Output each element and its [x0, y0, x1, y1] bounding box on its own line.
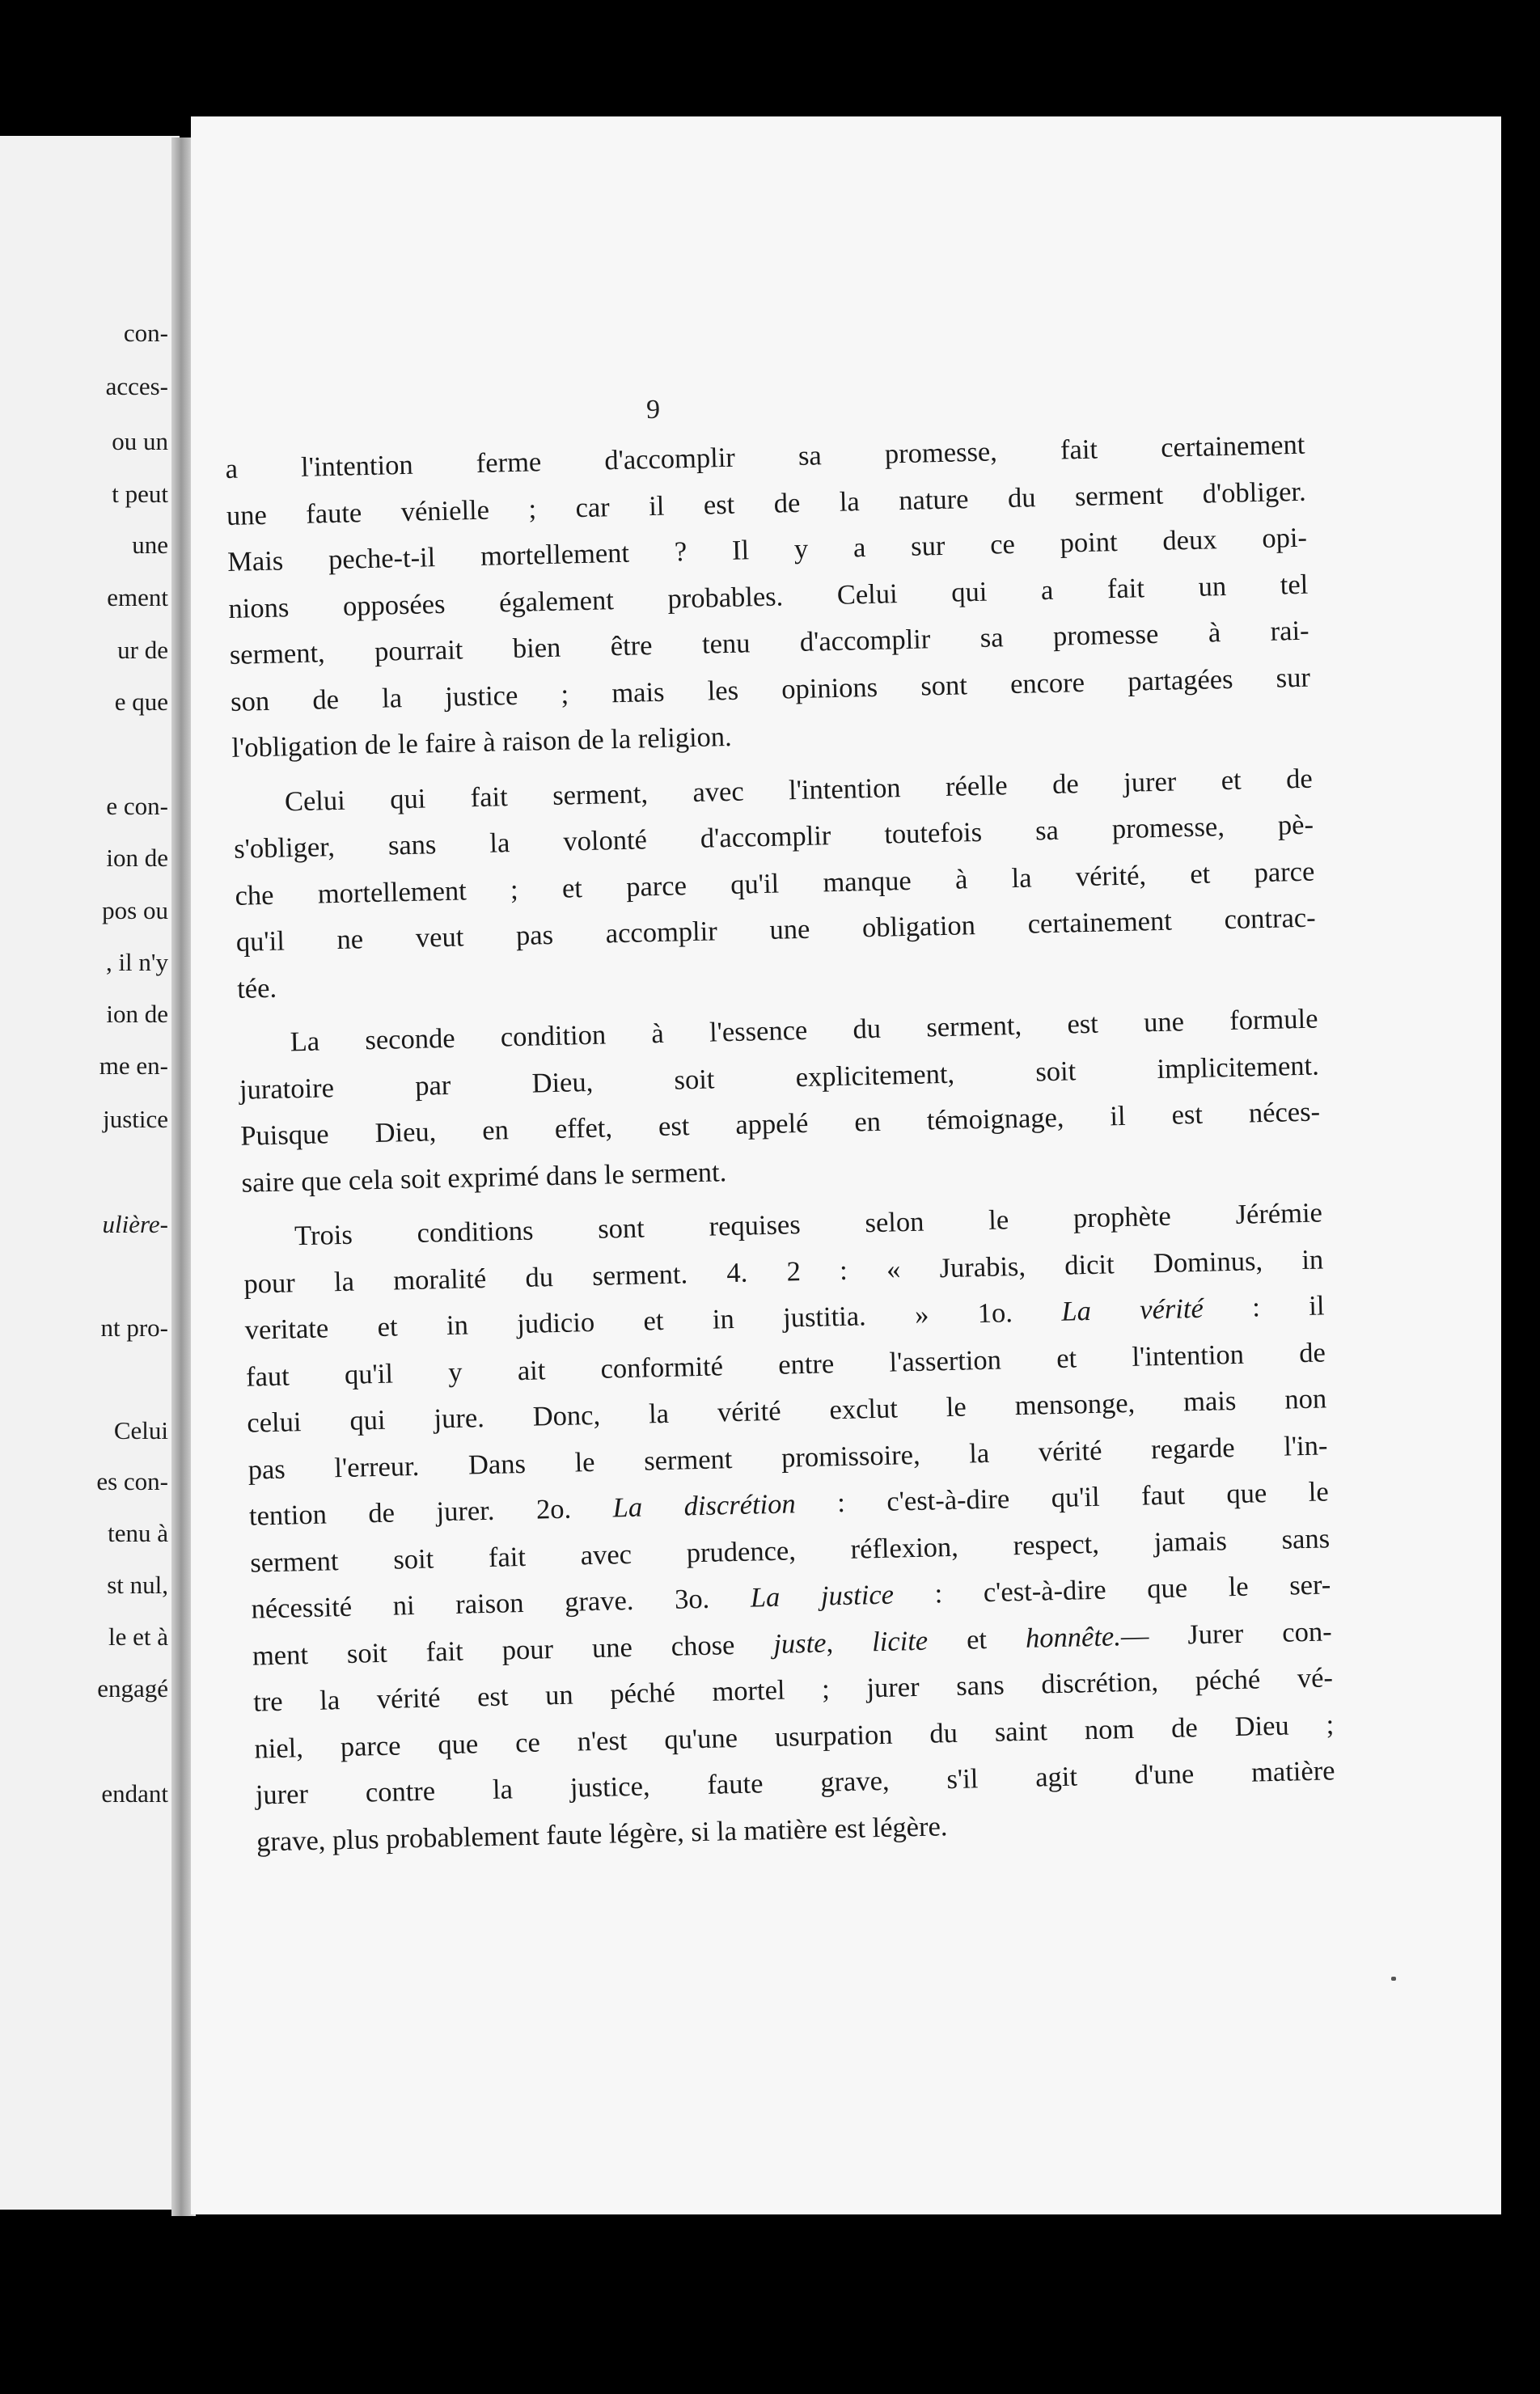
- previous-page-text-fragment: st nul,: [107, 1571, 168, 1599]
- previous-page-text-fragment: engagé: [97, 1674, 168, 1702]
- previous-page-text-fragment: ement: [107, 583, 168, 611]
- text-line: pour la moralité du serment. 4. 2 : « Jurabis, dicit Dominus, in: [243, 1243, 1324, 1300]
- previous-page-text-fragment: ion de: [106, 844, 168, 872]
- text-line: l'obligation de le faire à raison de la religion.: [231, 721, 733, 763]
- previous-page-text-fragment: , il n'y: [105, 948, 168, 976]
- text-line: tention de jurer. 2o. La discrétion : c'est-à-dire qu'il faut que le: [248, 1476, 1330, 1532]
- text-line: tre la vérité est un péché mortel ; jurer sans discrétion, péché vé-: [252, 1662, 1334, 1718]
- text-line: Trois conditions sont requises selon le prophète Jérémie: [294, 1197, 1323, 1252]
- text-line: serment soit fait avec prudence, réflexion, respect, jamais sans: [249, 1522, 1331, 1579]
- text-line: pas l'erreur. Dans le serment promissoire, la vérité regarde l'in-: [248, 1429, 1328, 1486]
- previous-page-text-fragment: ur de: [117, 636, 168, 664]
- italic-phrase: La justice: [750, 1579, 895, 1614]
- text-line: son de la justice ; mais les opinions sont encore partagées sur: [230, 662, 1311, 717]
- previous-page-text-fragment: ion de: [106, 1000, 168, 1028]
- text-line: jurer contre la justice, faute grave, s'il agit d'une matière: [255, 1755, 1335, 1811]
- text-line: niel, parce que ce n'est qu'une usurpation du saint nom de Dieu ;: [254, 1708, 1335, 1765]
- previous-page-text-fragment: Celui: [113, 1416, 168, 1444]
- previous-page-text-fragment: e que: [114, 687, 168, 716]
- text-line: La seconde condition à l'essence du serment, est une formule: [290, 1003, 1318, 1058]
- previous-page-text-fragment: une: [132, 531, 168, 559]
- text-line: s'obliger, sans la volonté d'accomplir toutefois sa promesse, pè-: [233, 809, 1314, 865]
- previous-page-text-fragment: con-: [123, 319, 168, 347]
- text-line: une faute vénielle ; car il est de la nature du serment d'obliger.: [226, 476, 1307, 531]
- previous-page-edge: [0, 136, 180, 2210]
- text-line: saire que cela soit exprimé dans le serment.: [241, 1156, 727, 1199]
- previous-page-text-fragment: acces-: [105, 372, 168, 400]
- page-number: 9: [646, 395, 660, 425]
- italic-phrase: honnête.: [1025, 1620, 1122, 1654]
- previous-page-text-fragment: e con-: [106, 792, 168, 820]
- previous-page-text-fragment: me en-: [99, 1051, 168, 1080]
- text-line: ment soit fait pour une chose juste, licite et honnête.— Jurer con-: [252, 1615, 1333, 1672]
- previous-page-text-fragment: tenu à: [108, 1519, 168, 1547]
- previous-page-text-fragment: ou un: [112, 427, 168, 455]
- page-body-text: [225, 422, 1336, 1866]
- text-line: a l'intention ferme d'accomplir sa promesse, fait certainement: [225, 429, 1305, 484]
- previous-page-text-fragment: es con-: [96, 1467, 168, 1495]
- previous-page-text-fragment: t peut: [112, 480, 168, 508]
- italic-phrase: La vérité: [1060, 1292, 1204, 1327]
- text-line: Puisque Dieu, en effet, est appelé en témoignage, il est néces-: [239, 1096, 1321, 1152]
- text-line: Celui qui fait serment, avec l'intention réelle de jurer et de: [284, 763, 1314, 817]
- text-line: qu'il ne veut pas accomplir une obligation certainement contrac-: [235, 902, 1316, 958]
- text-line: faut qu'il y ait conformité entre l'assertion et l'intention de: [245, 1336, 1326, 1393]
- previous-page-text-fragment: nt pro-: [100, 1313, 168, 1342]
- italic-phrase: La discrétion: [612, 1488, 797, 1524]
- dust-speck: [1391, 1977, 1396, 1981]
- italic-phrase: licite: [871, 1625, 929, 1657]
- previous-page-text-fragment: pos ou: [102, 896, 168, 924]
- text-line: tée.: [236, 972, 277, 1005]
- text-line: celui qui jure. Donc, la vérité exclut le mensonge, mais non: [246, 1383, 1327, 1439]
- text-line: grave, plus probablement faute légère, si la matière est légère.: [256, 1810, 948, 1858]
- text-line: Mais peche-t-il mortellement ? Il y a sur ce point deux opi-: [226, 522, 1308, 577]
- italic-phrase: juste: [772, 1627, 827, 1660]
- text-line: che mortellement ; et parce qu'il manque à la vérité, et parce: [235, 856, 1315, 911]
- text-line: juratoire par Dieu, soit explicitement, soit implicitement.: [239, 1050, 1320, 1106]
- previous-page-text-fragment: endant: [101, 1779, 168, 1808]
- text-line: nions opposées également probables. Celui qui a fait un tel: [228, 569, 1309, 624]
- previous-page-text-fragment: le et à: [108, 1622, 168, 1651]
- previous-page-text-fragment: justice: [103, 1105, 168, 1133]
- text-line: serment, pourrait bien être tenu d'accomplir sa promesse à rai-: [229, 615, 1309, 670]
- current-page: [191, 116, 1501, 2214]
- text-line: nécessité ni raison grave. 3o. La justice : c'est-à-dire que le ser-: [251, 1569, 1331, 1625]
- text-line: veritate et in judicio et in justitia. » 1o. La vérité : il: [244, 1290, 1325, 1346]
- previous-page-text-fragment: ulière-: [102, 1210, 168, 1238]
